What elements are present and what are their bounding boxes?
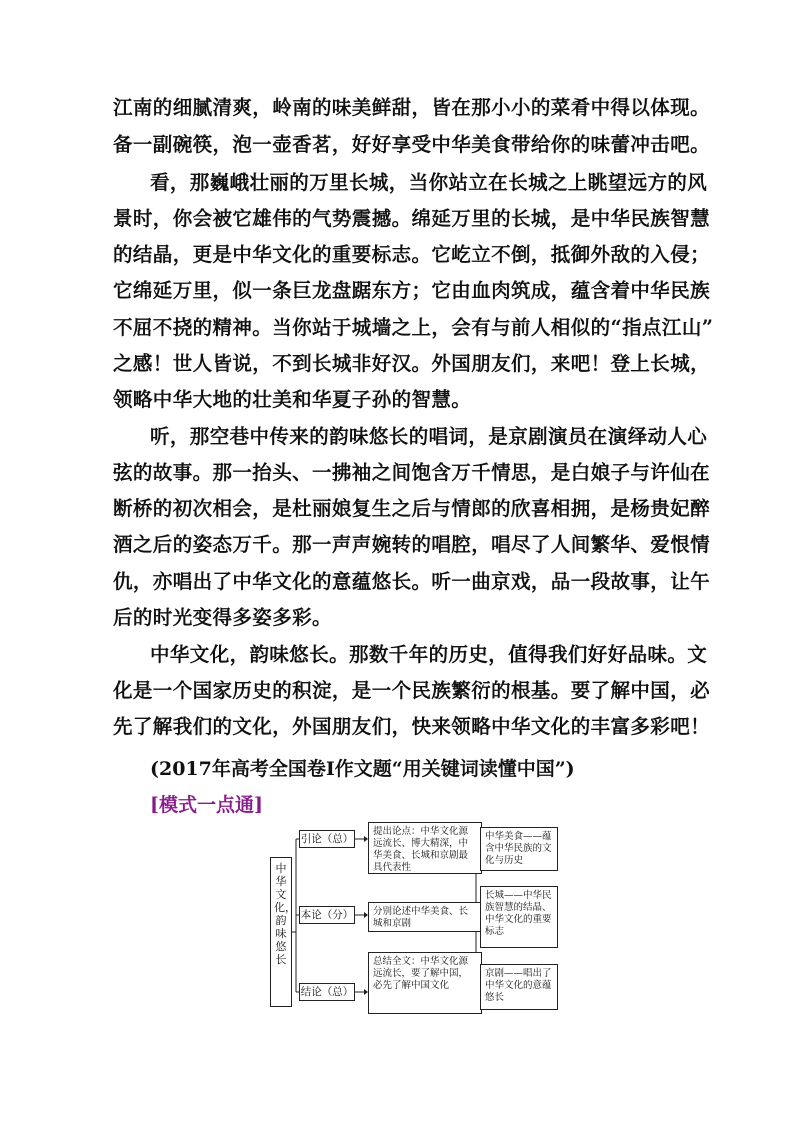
- text-line: 弦的故事。那一抬头、一拂袖之间饱含万千情思，是白娘子与许仙在: [113, 461, 711, 484]
- text-line: 它绵延万里，似一条巨龙盘踞东方；它由血肉筑成，蕴含着中华民族: [113, 279, 711, 302]
- text-line: 不屈不挠的精神。当你站于城墙之上，会有与前人相似的“指点江山”: [113, 316, 714, 339]
- section-intro-content: 提出论点：中华文化源远流长、博大精深，中华美食、长城和京剧最具代表性: [368, 822, 482, 874]
- text-line: 先了解我们的文化，外国朋友们，快来领略中华文化的丰富多彩吧！: [113, 715, 711, 738]
- text-line: 听，那空巷中传来的韵味悠长的唱词，是京剧演员在演绎动人心: [150, 425, 708, 448]
- section-intro-label: 引论（总）: [299, 830, 355, 848]
- text-line: 酒之后的姿态万千。那一声声婉转的唱腔，唱尽了人间繁华、爱恨情: [113, 533, 711, 556]
- text-line: 后的时光变得多姿多彩。: [113, 606, 332, 629]
- text-line: 备一副碗筷，泡一壶香茗，好好享受中华美食带给你的味蕾冲击吧。: [113, 133, 711, 156]
- section-body-label: 本论（分）: [299, 906, 355, 924]
- source-citation: (2017年高考全国卷Ⅰ作文题“用关键词读懂中国”): [150, 758, 575, 780]
- section-heading: [模式一点通]: [150, 794, 263, 816]
- text-line: 看，那巍峨壮丽的万里长城，当你站立在长城之上眺望远方的风: [150, 171, 708, 194]
- text-line: 景时，你会被它雄伟的气势震撼。绵延万里的长城，是中华民族智慧: [113, 207, 711, 230]
- structure-diagram: [268, 822, 568, 1022]
- section-conclusion-content: 总结全文：中华文化源远流长，要了解中国，必先了解中国文化: [368, 952, 482, 1014]
- section-body-content: 分别论述中华美食、长城和京剧: [368, 902, 482, 932]
- section-conclusion-label: 结论（总）: [299, 983, 355, 1001]
- detail-food-box: 中华美食——蕴含中华民族的文化与历史: [480, 827, 558, 871]
- text-line: 化是一个国家历史的积淀，是一个民族繁衍的根基。要了解中国，必: [113, 679, 711, 702]
- text-line: 领略中华大地的壮美和华夏子孙的智慧。: [113, 388, 472, 411]
- text-line: 仇，亦唱出了中华文化的意蕴悠长。听一曲京戏，品一段故事，让午: [113, 570, 711, 593]
- text-line: 之感！世人皆说，不到长城非好汉。外国朋友们，来吧！登上长城，: [113, 352, 711, 375]
- text-line: 江南的细腻清爽，岭南的味美鲜甜，皆在那小小的菜肴中得以体现。: [113, 96, 711, 119]
- text-line: 的结晶，更是中华文化的重要标志。它屹立不倒，抵御外敌的入侵；: [113, 243, 711, 266]
- detail-great-wall-box: 长城——中华民族智慧的结晶、中华文化的重要标志: [480, 886, 558, 948]
- diagram-title-box: 中华文化，韵味悠长: [270, 857, 292, 1007]
- text-line: 中华文化，韵味悠长。那数千年的历史，值得我们好好品味。文: [150, 643, 708, 666]
- detail-peking-opera-box: 京剧——唱出了中华文化的意蕴悠长: [480, 964, 558, 1010]
- text-line: 断桥的初次相会，是杜丽娘复生之后与情郎的欣喜相拥，是杨贵妃醉: [113, 497, 711, 520]
